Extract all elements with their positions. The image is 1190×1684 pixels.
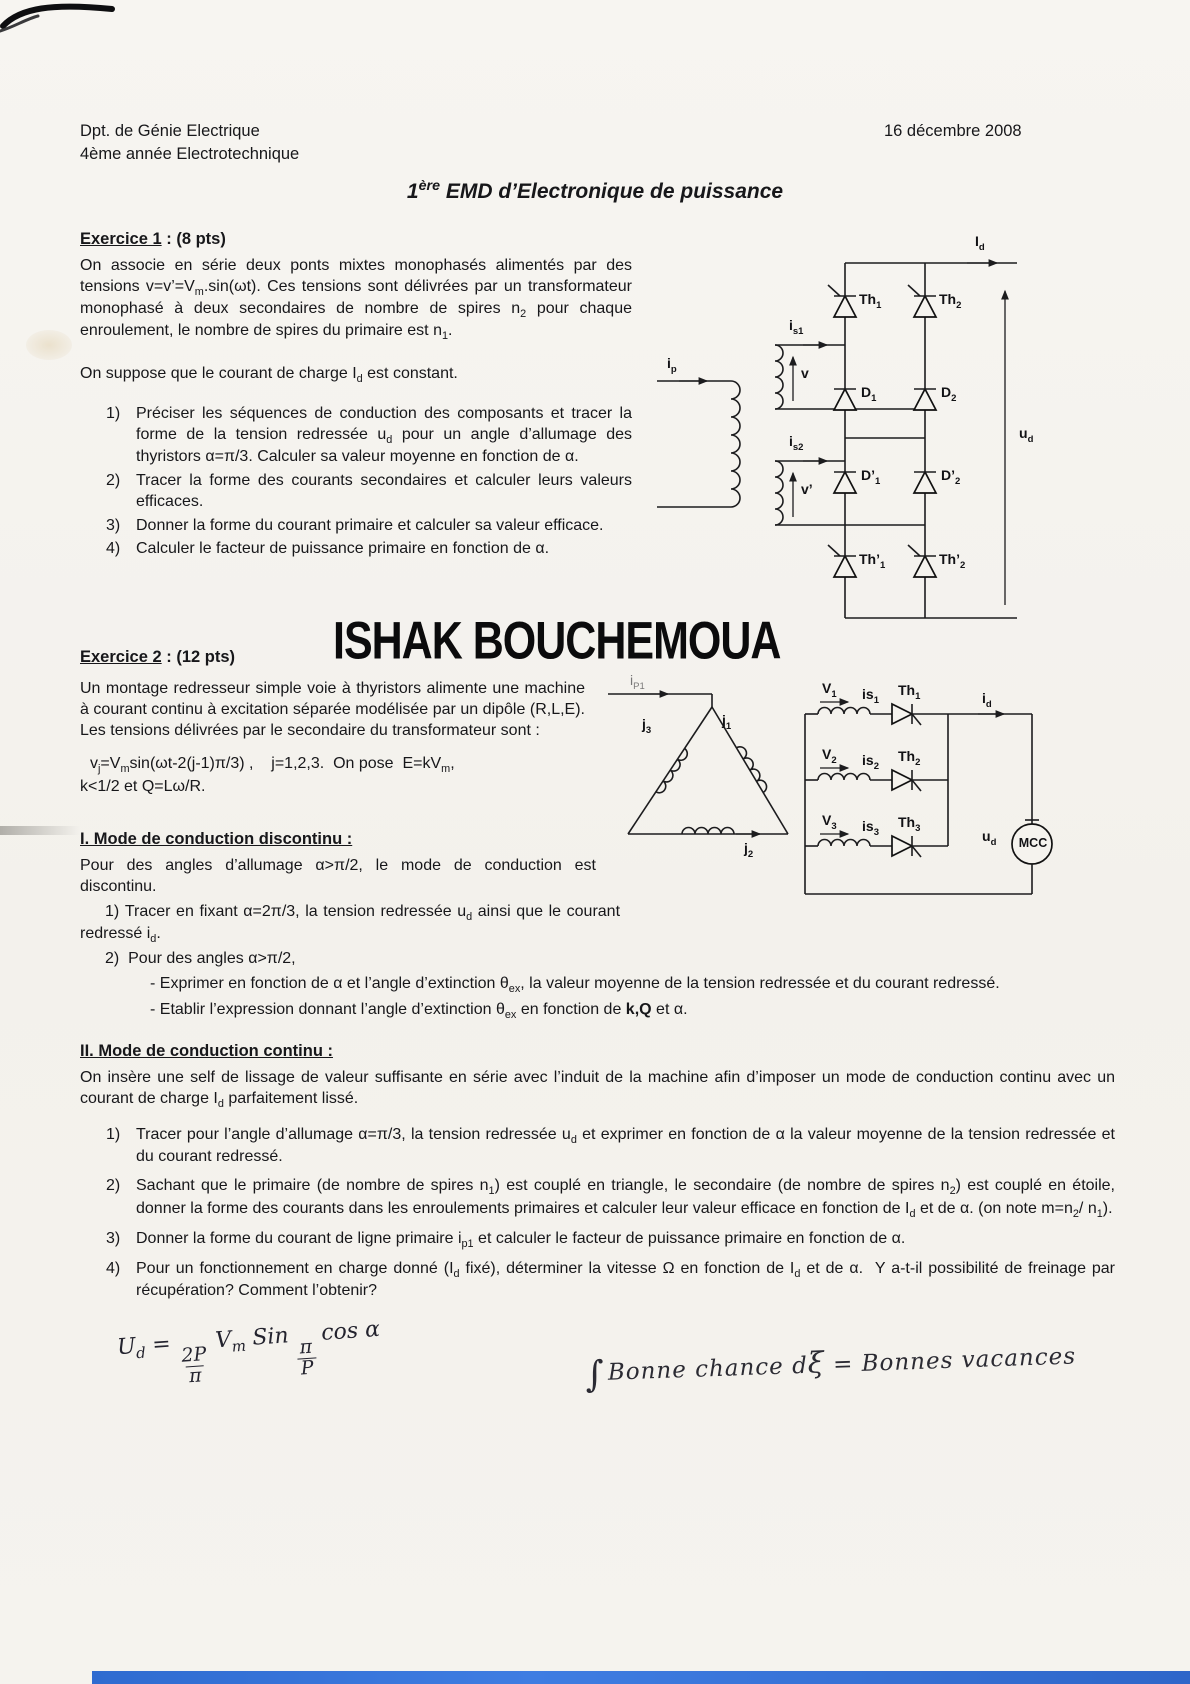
secondary-winding-v2 <box>818 774 870 781</box>
diag1-label-th2: $Th_2$ <box>939 291 962 311</box>
delta-winding-j3 <box>656 748 690 795</box>
exercise1-points: : (8 pts) <box>161 230 226 248</box>
exam-title: 1ère EMD d’Electronique de puissance <box>406 178 784 203</box>
diag2-label-j3: $j_3$ <box>642 716 652 736</box>
section1-heading: I. Mode de conduction discontinu : <box>80 830 353 848</box>
scan-smudge <box>0 826 80 835</box>
paper-stain <box>26 330 72 360</box>
diag2-label-mcc: MCC <box>1018 836 1048 850</box>
exercise1-item-4: 4) Calculer le facteur de puissance primaire en fonction de α. <box>106 540 550 558</box>
exercise2-points: : (12 pts) <box>161 648 235 666</box>
section2-question-list <box>80 1125 1115 1302</box>
diag1-label-v-prime: v’ <box>801 481 813 497</box>
diode-d1 <box>834 389 856 410</box>
exercise1-question-list <box>80 404 632 560</box>
exercise2-formula: $v_j=V_m\sin(\omega t-2(j-1)\pi/3)$ , j=1,2,3. On pose $E=kV_m$, <box>90 755 455 776</box>
section2-item-1: 1) Tracer pour l’angle d’allumage α=π/3, la tension redressée $u_d$ et exprimer en fonction de α la valeur moyenne de la tension redressée et du courant redressé. <box>106 1126 1116 1166</box>
circuit-diagram-mixed-bridges <box>645 233 1085 651</box>
exercise1-intro: On associe en série deux ponts mixtes monophasés alimentés par des tensions $v=v’=V_m.\sin(\omega t)$. Ces tensions sont délivrées par un transformateur monophasé à deux secondaires de nombre de spires $n_2$ pour chaque enroulement, le nombre de spires du primaire est $n_1$. <box>80 257 633 343</box>
thyristor-th1 <box>828 285 856 317</box>
scan-edge-blue-strip <box>92 1671 1190 1684</box>
diag1-label-dp2: $D’_2$ <box>941 467 961 487</box>
exercise1-assumption: On suppose que le courant de charge $I_d$ est constant. <box>80 364 458 385</box>
thyristor-thp1 <box>828 545 856 577</box>
primary-winding <box>731 381 740 507</box>
section2-item-4: 4) Pour un fonctionnement en charge donné ($I_d$ fixé), déterminer la vitesse Ω en fonction de $I_d$ et de α. Y a-t-il possibilité de freinage par récupération? Comment l’obtenir? <box>106 1260 1116 1300</box>
exercise2-heading: Exercice 2 <box>80 648 162 666</box>
section2-item-3: 3) Donner la forme du courant de ligne primaire $i_{p1}$ et calculer le facteur de puissance primaire en fonction de α. <box>106 1229 906 1251</box>
diag1-label-v: v <box>801 365 809 381</box>
section1-intro: Pour des angles d’allumage α>π/2, le mode de conduction est discontinu. <box>80 857 596 895</box>
section2-continuous-mode <box>80 1042 1115 1305</box>
exam-date: 16 décembre 2008 <box>884 122 1022 140</box>
delta-winding-j1 <box>737 744 769 792</box>
section1-subitems <box>150 974 1095 1023</box>
exercise2-section <box>80 648 585 798</box>
secondary-winding-v <box>775 345 783 409</box>
thyristor-thp2 <box>908 545 936 577</box>
section1-discontinuous-mode <box>80 830 1110 1036</box>
diag1-label-id-current: $I_d$ <box>975 233 985 253</box>
diode-dp2 <box>914 472 936 493</box>
diag1-label-d1: $D_1$ <box>861 384 877 404</box>
watermark-name: ISHAK BOUCHEMOUA <box>333 612 781 671</box>
diag1-label-thp1: $Th’_1$ <box>859 551 886 571</box>
secondary-winding-v-prime <box>775 461 783 525</box>
secondary-winding-v1 <box>818 708 870 715</box>
diag2-label-ud: $u_d$ <box>982 828 997 848</box>
section1-item-1: 1) Tracer en fixant α=2π/3, la tension redressée $u_d$ ainsi que le courant redressé $i_d$. <box>80 902 621 946</box>
section2-intro: On insère une self de lissage de valeur suffisante en série avec l’induit de la machine afin d’imposer un mode de conduction continu avec un courant de charge $I_d$ parfaitement lissé. <box>80 1069 1115 1110</box>
diag2-label-j1: $j_1$ <box>722 712 732 732</box>
diag1-label-ip: $i_p$ <box>667 355 677 375</box>
exercise1-item-3: 3) Donner la forme du courant primaire et calculer sa valeur efficace. <box>106 516 604 534</box>
diag2-label-is2: $is_2$ <box>862 752 879 772</box>
dept-line1: Dpt. de Génie Electrique <box>80 122 260 140</box>
exercise1-section <box>80 230 632 563</box>
thyristor-th2 <box>908 285 936 317</box>
diag2-label-id: $i_d$ <box>982 690 992 710</box>
section1-bullet-1: - Exprimer en fonction de α et l’angle d’extinction $\theta_{ex}$, la valeur moyenne de la tension redressée et du courant redressé. <box>150 975 1000 996</box>
diag2-label-th1: $Th_1$ <box>898 682 921 702</box>
diag1-label-th1: $Th_1$ <box>859 291 882 311</box>
exercise2-intro: Un montage redresseur simple voie à thyristors alimente une machine à courant continu à excitation séparée modélisée par un dipôle (R,L,E). Les tensions délivrées par le secondaire du transformateur sont : <box>80 680 585 739</box>
diag2-label-ip1: $i_{P1}$ <box>630 672 645 692</box>
diag1-label-dp1: $D’_1$ <box>861 467 881 487</box>
diag1-label-ud: $u_d$ <box>1019 425 1034 445</box>
diag2-label-th3: $Th_3$ <box>898 814 921 834</box>
diag1-label-is2: $i_{s2}$ <box>789 433 804 453</box>
diag1-label-is1: $i_{s1}$ <box>789 317 804 337</box>
diag1-label-d2: $D_2$ <box>941 384 957 404</box>
handwritten-formula: $U_d$ = $\frac{2P}{\pi}$ $V_m$ Sin $\frac{\pi}{P}$ cos α <box>116 1316 381 1388</box>
diag2-label-th2: $Th_2$ <box>898 748 921 768</box>
diag2-label-v2: $V_2$ <box>822 746 837 766</box>
diag2-label-v3: $V_3$ <box>822 812 837 832</box>
diode-d2 <box>914 389 936 410</box>
handwritten-wish: ∫Bonne chance dξ = Bonnes vacances <box>584 1343 1077 1396</box>
exercise1-item-1: 1) Préciser les séquences de conduction des composants et tracer la forme de la tension redressée $u_d$ pour un angle d’allumage des thyristors α=π/3. Calculer sa valeur moyenne en fonction de α. <box>106 405 633 466</box>
exercise2-formula2: k<1/2 et Q=Lω/R. <box>80 777 206 795</box>
diag2-label-is3: $is_3$ <box>862 818 879 838</box>
section2-heading: II. Mode de conduction continu : <box>80 1042 333 1060</box>
exercise1-item-2: 2) Tracer la forme des courants secondaires et calculer leurs valeurs efficaces. <box>106 471 632 510</box>
pen-scribble-mark <box>0 0 130 40</box>
diag1-label-thp2: $Th’_2$ <box>939 551 966 571</box>
diag2-label-v1: $V_1$ <box>822 680 837 700</box>
section1-item-2: 2) Pour des angles α>π/2, <box>105 950 296 968</box>
section2-item-2: 2) Sachant que le primaire (de nombre de spires $n_1$) est couplé en triangle, le secondaire (de nombre de spires $n_2$) est couplé en étoile, donner la forme des courants dans les enroulements primaires et calculer leur valeur efficace en fonction de $I_d$ et de α. (on note $m=n_2/$ $n_1$). <box>106 1177 1116 1220</box>
diag2-label-j2: $j_2$ <box>744 840 754 860</box>
diode-dp1 <box>834 472 856 493</box>
diag2-label-is1: $is_1$ <box>862 686 879 706</box>
dept-line2: 4ème année Electrotechnique <box>80 145 300 164</box>
header-left <box>80 120 299 166</box>
section1-bullet-2: - Etablir l’expression donnant l’angle d’extinction $\theta_{ex}$ en fonction de k,Q et α. <box>150 1001 688 1022</box>
exercise1-heading: Exercice 1 <box>80 230 162 248</box>
